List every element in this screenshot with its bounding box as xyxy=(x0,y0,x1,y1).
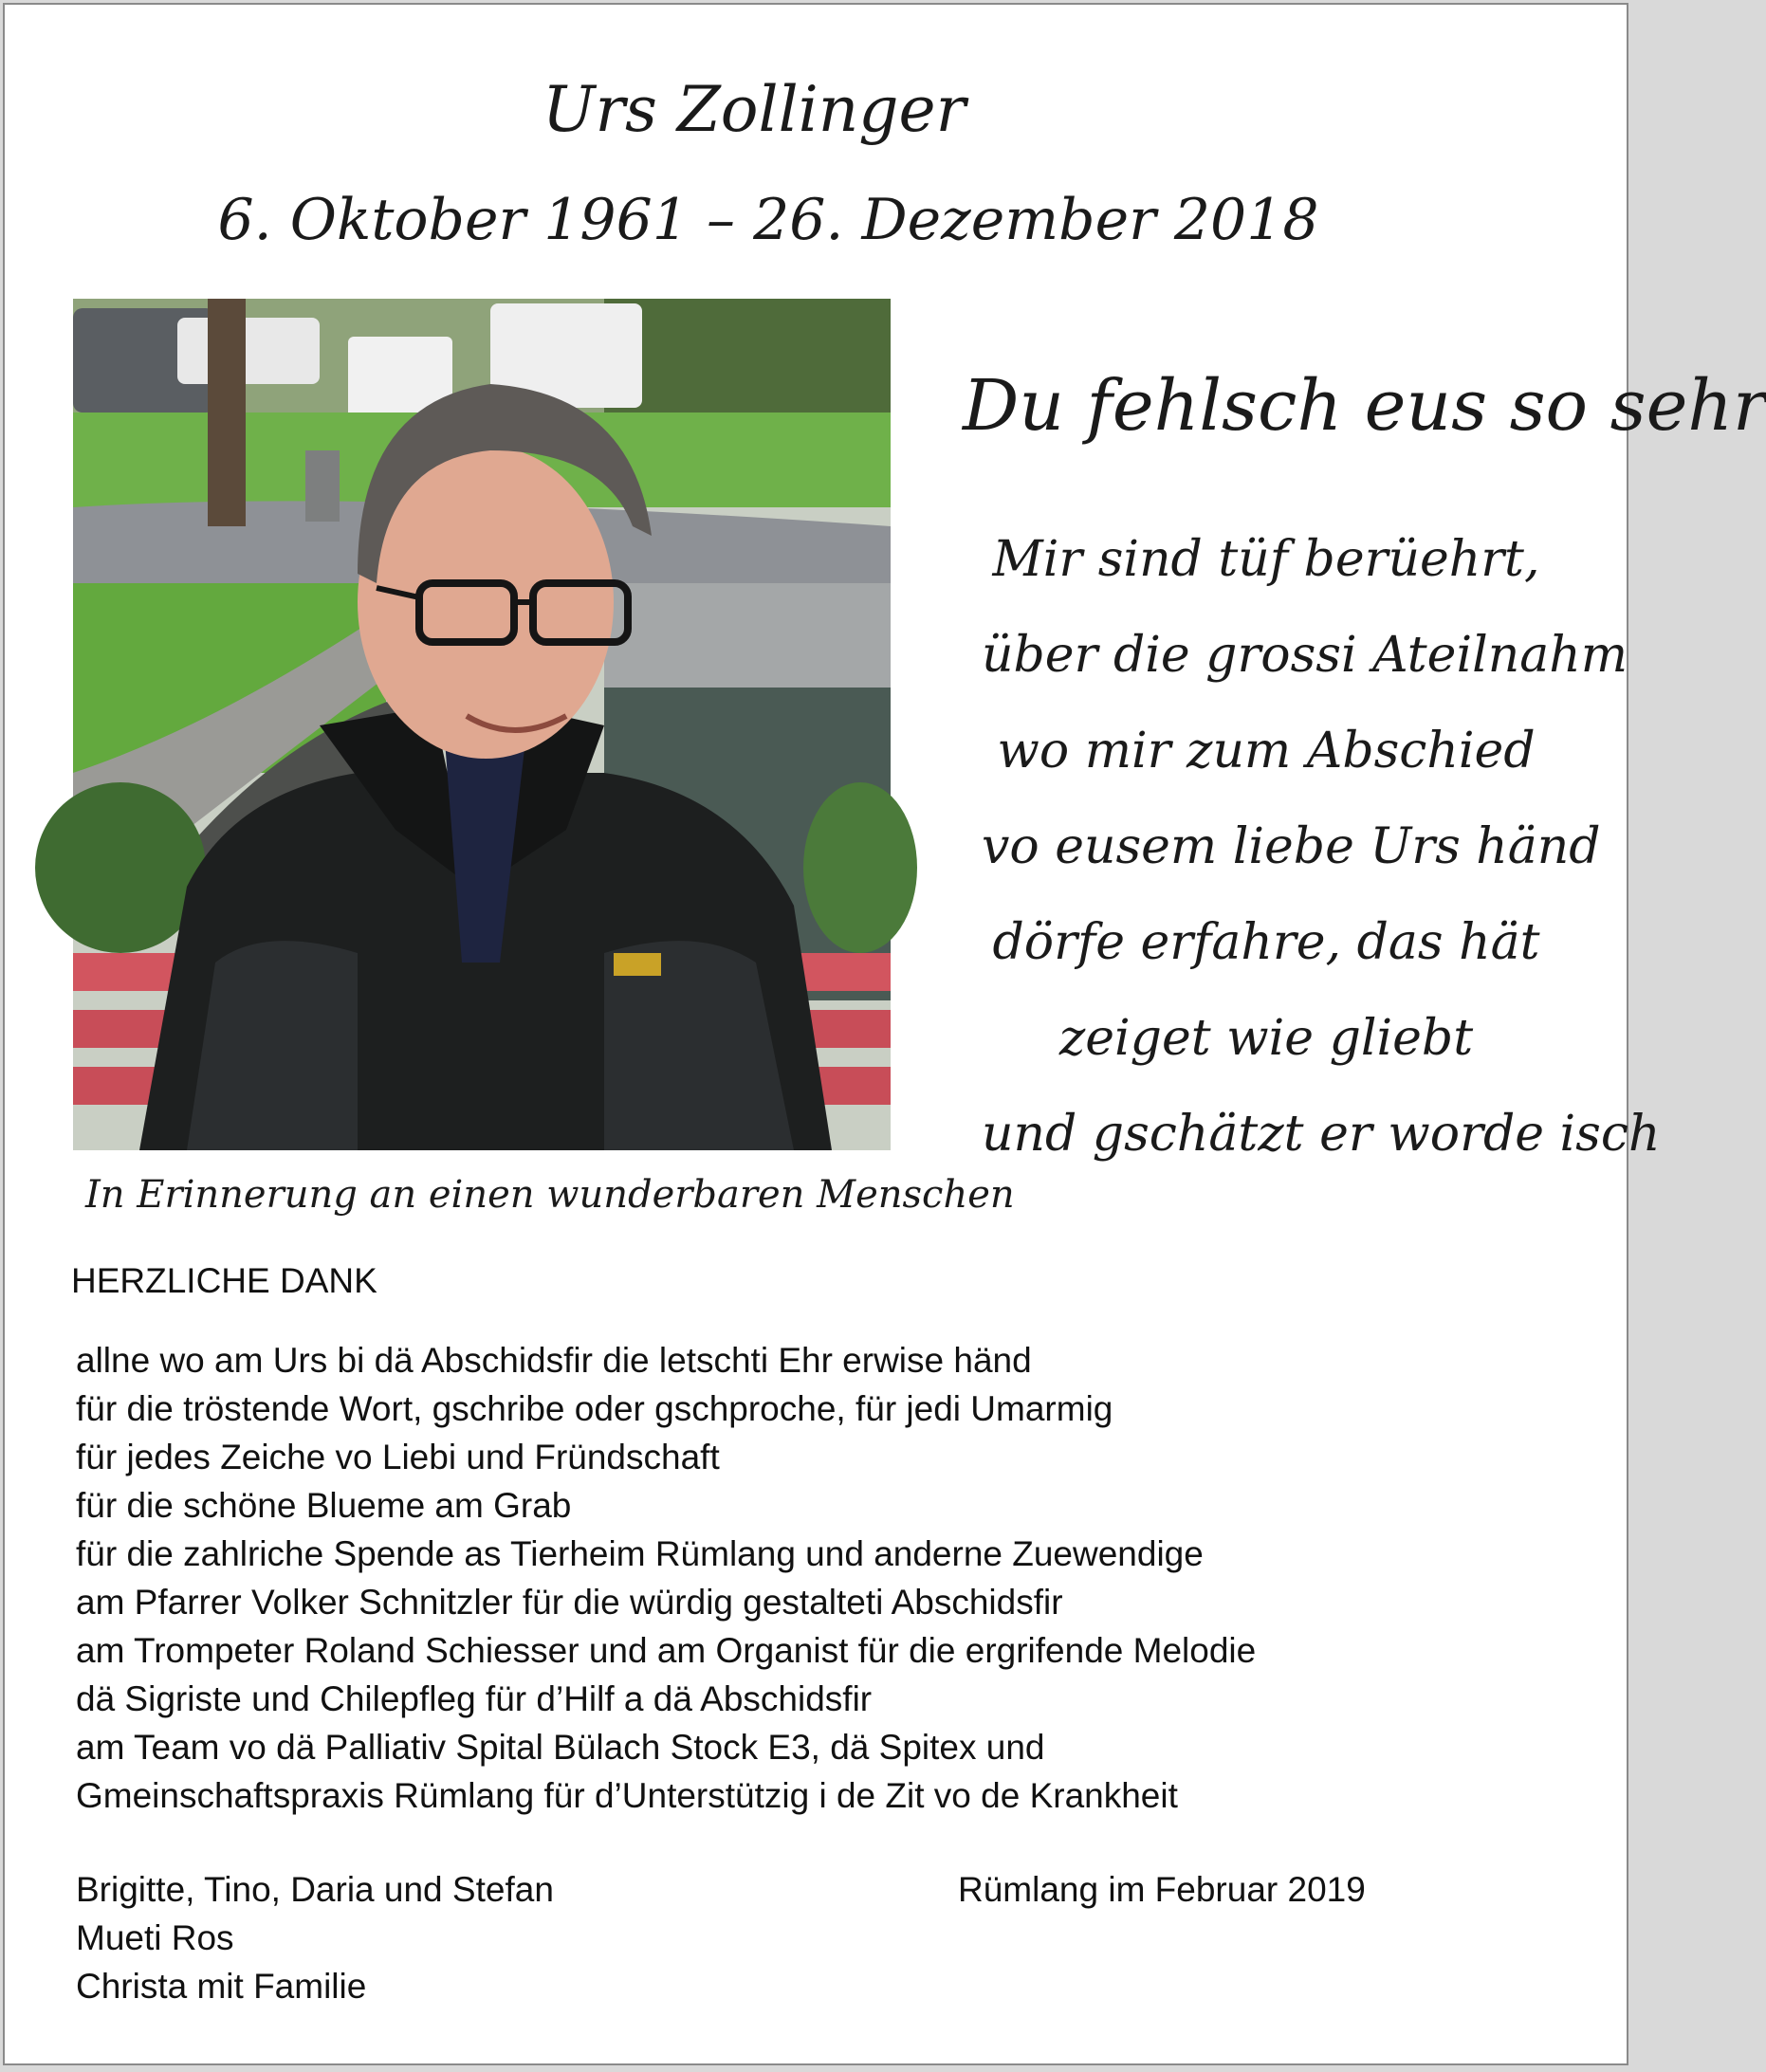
poem-line: zeiget wie gliebt xyxy=(1058,1010,1474,1067)
thanks-line: für die zahlriche Spende as Tierheim Rümlang und anderne Zuewendige xyxy=(76,1534,1204,1573)
poem xyxy=(982,512,1661,1183)
portrait-illustration xyxy=(73,299,891,1150)
poem-line: dörfe erfahre, das hät xyxy=(992,914,1540,971)
thanks-line: dä Sigriste und Chilepfleg für d’Hilf a dä Abschidsfir xyxy=(76,1679,873,1718)
poem-line: vo eusem liebe Urs händ xyxy=(982,818,1601,875)
signer: Christa mit Familie xyxy=(76,1967,367,2006)
signers xyxy=(76,1865,554,2010)
place-date: Rümlang im Februar 2019 xyxy=(958,1870,1366,1909)
thanks-line: für jedes Zeiche vo Liebi und Fründschaft xyxy=(76,1438,720,1476)
poem-line: und gschätzt er worde isch xyxy=(982,1106,1661,1163)
poem-line: über die grossi Ateilnahm xyxy=(982,627,1628,684)
thanks-list xyxy=(76,1336,1256,1820)
photo-caption: In Erinnerung an einen wunderbaren Menschen xyxy=(85,1173,1015,1217)
poem-line: wo mir zum Abschied xyxy=(997,723,1536,779)
thanks-line: für die tröstende Wort, gschribe oder gschproche, für jedi Umarmig xyxy=(76,1389,1113,1428)
signer: Brigitte, Tino, Daria und Stefan xyxy=(76,1870,554,1909)
thanks-heading: HERZLICHE DANK xyxy=(71,1261,377,1300)
thanks-line: am Trompeter Roland Schiesser und am Organist für die ergrifende Melodie xyxy=(76,1631,1257,1670)
life-dates: 6. Oktober 1961 – 26. Dezember 2018 xyxy=(217,187,1319,253)
obituary-card xyxy=(3,3,1766,2065)
signer: Mueti Ros xyxy=(76,1918,234,1957)
thanks-line: am Team vo dä Palliativ Spital Bülach Stock E3, dä Spitex und xyxy=(76,1728,1045,1767)
portrait-photo xyxy=(73,299,891,1150)
motto: Du fehlsch eus so sehr xyxy=(963,365,1766,447)
thanks-line: für die schöne Blueme am Grab xyxy=(76,1486,572,1525)
thanks-line: am Pfarrer Volker Schnitzler für die würdig gestalteti Abschidsfir xyxy=(76,1583,1063,1622)
poem-line: Mir sind tüf berüehrt, xyxy=(992,531,1540,588)
deceased-name: Urs Zollinger xyxy=(542,73,966,146)
thanks-line: allne wo am Urs bi dä Abschidsfir die letschti Ehr erwise händ xyxy=(76,1341,1032,1380)
thanks-line: Gmeinschaftspraxis Rümlang für d’Unterstützig i de Zit vo de Krankheit xyxy=(76,1776,1178,1815)
